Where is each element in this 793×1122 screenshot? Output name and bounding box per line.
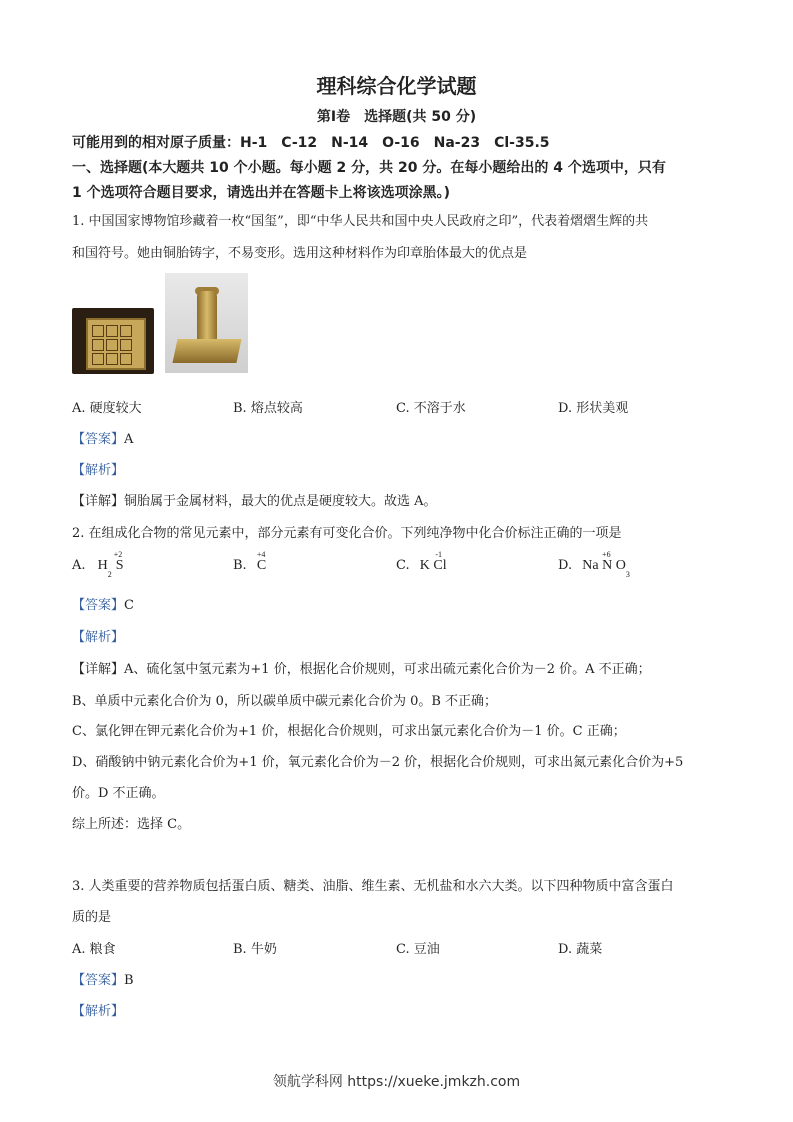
option-letter: C.: [396, 558, 410, 573]
q2-detail-a: [72, 658, 651, 677]
q3-option-b: B. 牛奶: [233, 942, 277, 957]
q2-detail-d-line2: 价。D 不正确。: [72, 786, 165, 801]
formula: [97, 550, 124, 579]
q3-stem-line1: 3. 人类重要的营养物质包括蛋白质、糖类、油脂、维生素、无机盐和水六大类。以下四种物质中富含蛋白: [72, 879, 674, 894]
formula-element-marked: [602, 550, 613, 573]
formula-element-marked: [113, 550, 124, 573]
formula-element: Na: [582, 558, 599, 573]
formula-subscript: 2: [107, 570, 112, 579]
q1-option-b: B. 熔点较高: [233, 401, 303, 416]
answer-tag: 【答案】: [72, 598, 125, 613]
q3-analysis-tag: 【解析】: [72, 1004, 125, 1019]
section-subtitle: 第Ⅰ卷 选择题(共 50 分): [316, 109, 477, 125]
section-instructions-line2: 1 个选项符合题目要求，请选出并在答题卡上将该选项涂黑。): [72, 185, 451, 201]
atomic-masses: 可能用到的相对原子质量：H-1 C-12 N-14 O-16 Na-23 Cl-35.5: [72, 135, 550, 151]
formula-element: S: [115, 558, 124, 573]
answer-tag: 【答案】: [72, 973, 125, 988]
seal-photo-image: [165, 273, 248, 373]
formula-element: N: [602, 558, 613, 573]
q2-option-b: [233, 550, 267, 574]
q2-detail-c: C、氯化钾在钾元素化合价为+1 价，根据化合价规则，可求出氯元素化合价为－1 价。C 正确；: [72, 724, 626, 739]
valence-mark: +2: [113, 550, 123, 559]
q1-option-c: C. 不溶于水: [396, 401, 466, 416]
answer-value: A: [124, 432, 134, 447]
valence-mark: +4: [256, 550, 266, 559]
q1-detail: [72, 490, 437, 509]
formula: [419, 550, 447, 573]
footer-watermark: 领航学科网 https://xueke.jmkzh.com: [272, 1074, 521, 1090]
q2-option-a: [72, 550, 124, 579]
q2-summary: 综上所述：选择 C。: [72, 817, 191, 832]
q3-option-d: D. 蔬菜: [558, 942, 603, 957]
option-letter: B.: [233, 558, 247, 573]
q3-option-a: A. 粮食: [72, 942, 116, 957]
q1-answer: [72, 428, 133, 447]
valence-mark: -1: [435, 550, 443, 559]
detail-text: A、硫化氢中氢元素为+1 价，根据化合价规则，可求出硫元素化合价为－2 价。A 不正确；: [124, 662, 651, 677]
answer-tag: 【答案】: [72, 432, 125, 447]
page-title: 理科综合化学试题: [316, 74, 477, 98]
q2-stem: 2. 在组成化合物的常见元素中，部分元素有可变化合价。下列纯净物中化合价标注正确的一项是: [72, 526, 622, 541]
detail-text: 铜胎属于金属材料，最大的优点是硬度较大。故选 A。: [124, 494, 437, 509]
q2-option-d: [558, 550, 630, 579]
q2-option-c: [396, 550, 447, 574]
option-letter: A.: [72, 558, 86, 573]
detail-tag: 【详解】: [72, 494, 125, 509]
q1-analysis-tag: 【解析】: [72, 463, 125, 478]
q1-stem-line1: 1. 中国国家博物馆珍藏着一枚“国玺”，即“中华人民共和国中央人民政府之印”，代表着熠熠生辉的共: [72, 214, 649, 229]
formula-element: K: [419, 558, 430, 573]
q2-detail-d-line1: D、硝酸钠中钠元素化合价为+1 价，氧元素化合价为－2 价，根据化合价规则，可求出氮元素化合价为+5: [72, 755, 684, 770]
q3-stem-line2: 质的是: [72, 910, 112, 925]
q2-answer: [72, 594, 134, 613]
q3-option-c: C. 豆油: [396, 942, 440, 957]
valence-mark: +6: [602, 550, 611, 559]
formula-element: O: [615, 558, 626, 573]
formula: [256, 550, 267, 573]
formula-element: Cl: [433, 558, 447, 573]
q1-option-d: D. 形状美观: [558, 401, 629, 416]
section-instructions-line1: 一、选择题(本大题共 10 个小题。每小题 2 分，共 20 分。在每小题给出的 4 个选项中，只有: [72, 160, 666, 176]
formula-element-marked: [433, 550, 447, 573]
seal-face-image: [72, 308, 154, 374]
q1-option-a: A. 硬度较大: [72, 401, 142, 416]
q2-detail-b: B、单质中元素化合价为 0，所以碳单质中碳元素化合价为 0。B 不正确；: [72, 694, 498, 709]
q3-answer: [72, 969, 134, 988]
option-letter: D.: [558, 558, 573, 573]
detail-tag: 【详解】: [72, 662, 125, 677]
formula: [582, 550, 630, 579]
answer-value: C: [124, 598, 134, 613]
formula-element: C: [256, 558, 267, 573]
formula-subscript: 3: [625, 570, 630, 579]
formula-element: H: [97, 558, 108, 573]
answer-value: B: [124, 973, 134, 988]
q1-stem-line2: 和国符号。她由铜胎铸字，不易变形。选用这种材料作为印章胎体最大的优点是: [72, 246, 528, 261]
q2-analysis-tag: 【解析】: [72, 630, 125, 645]
